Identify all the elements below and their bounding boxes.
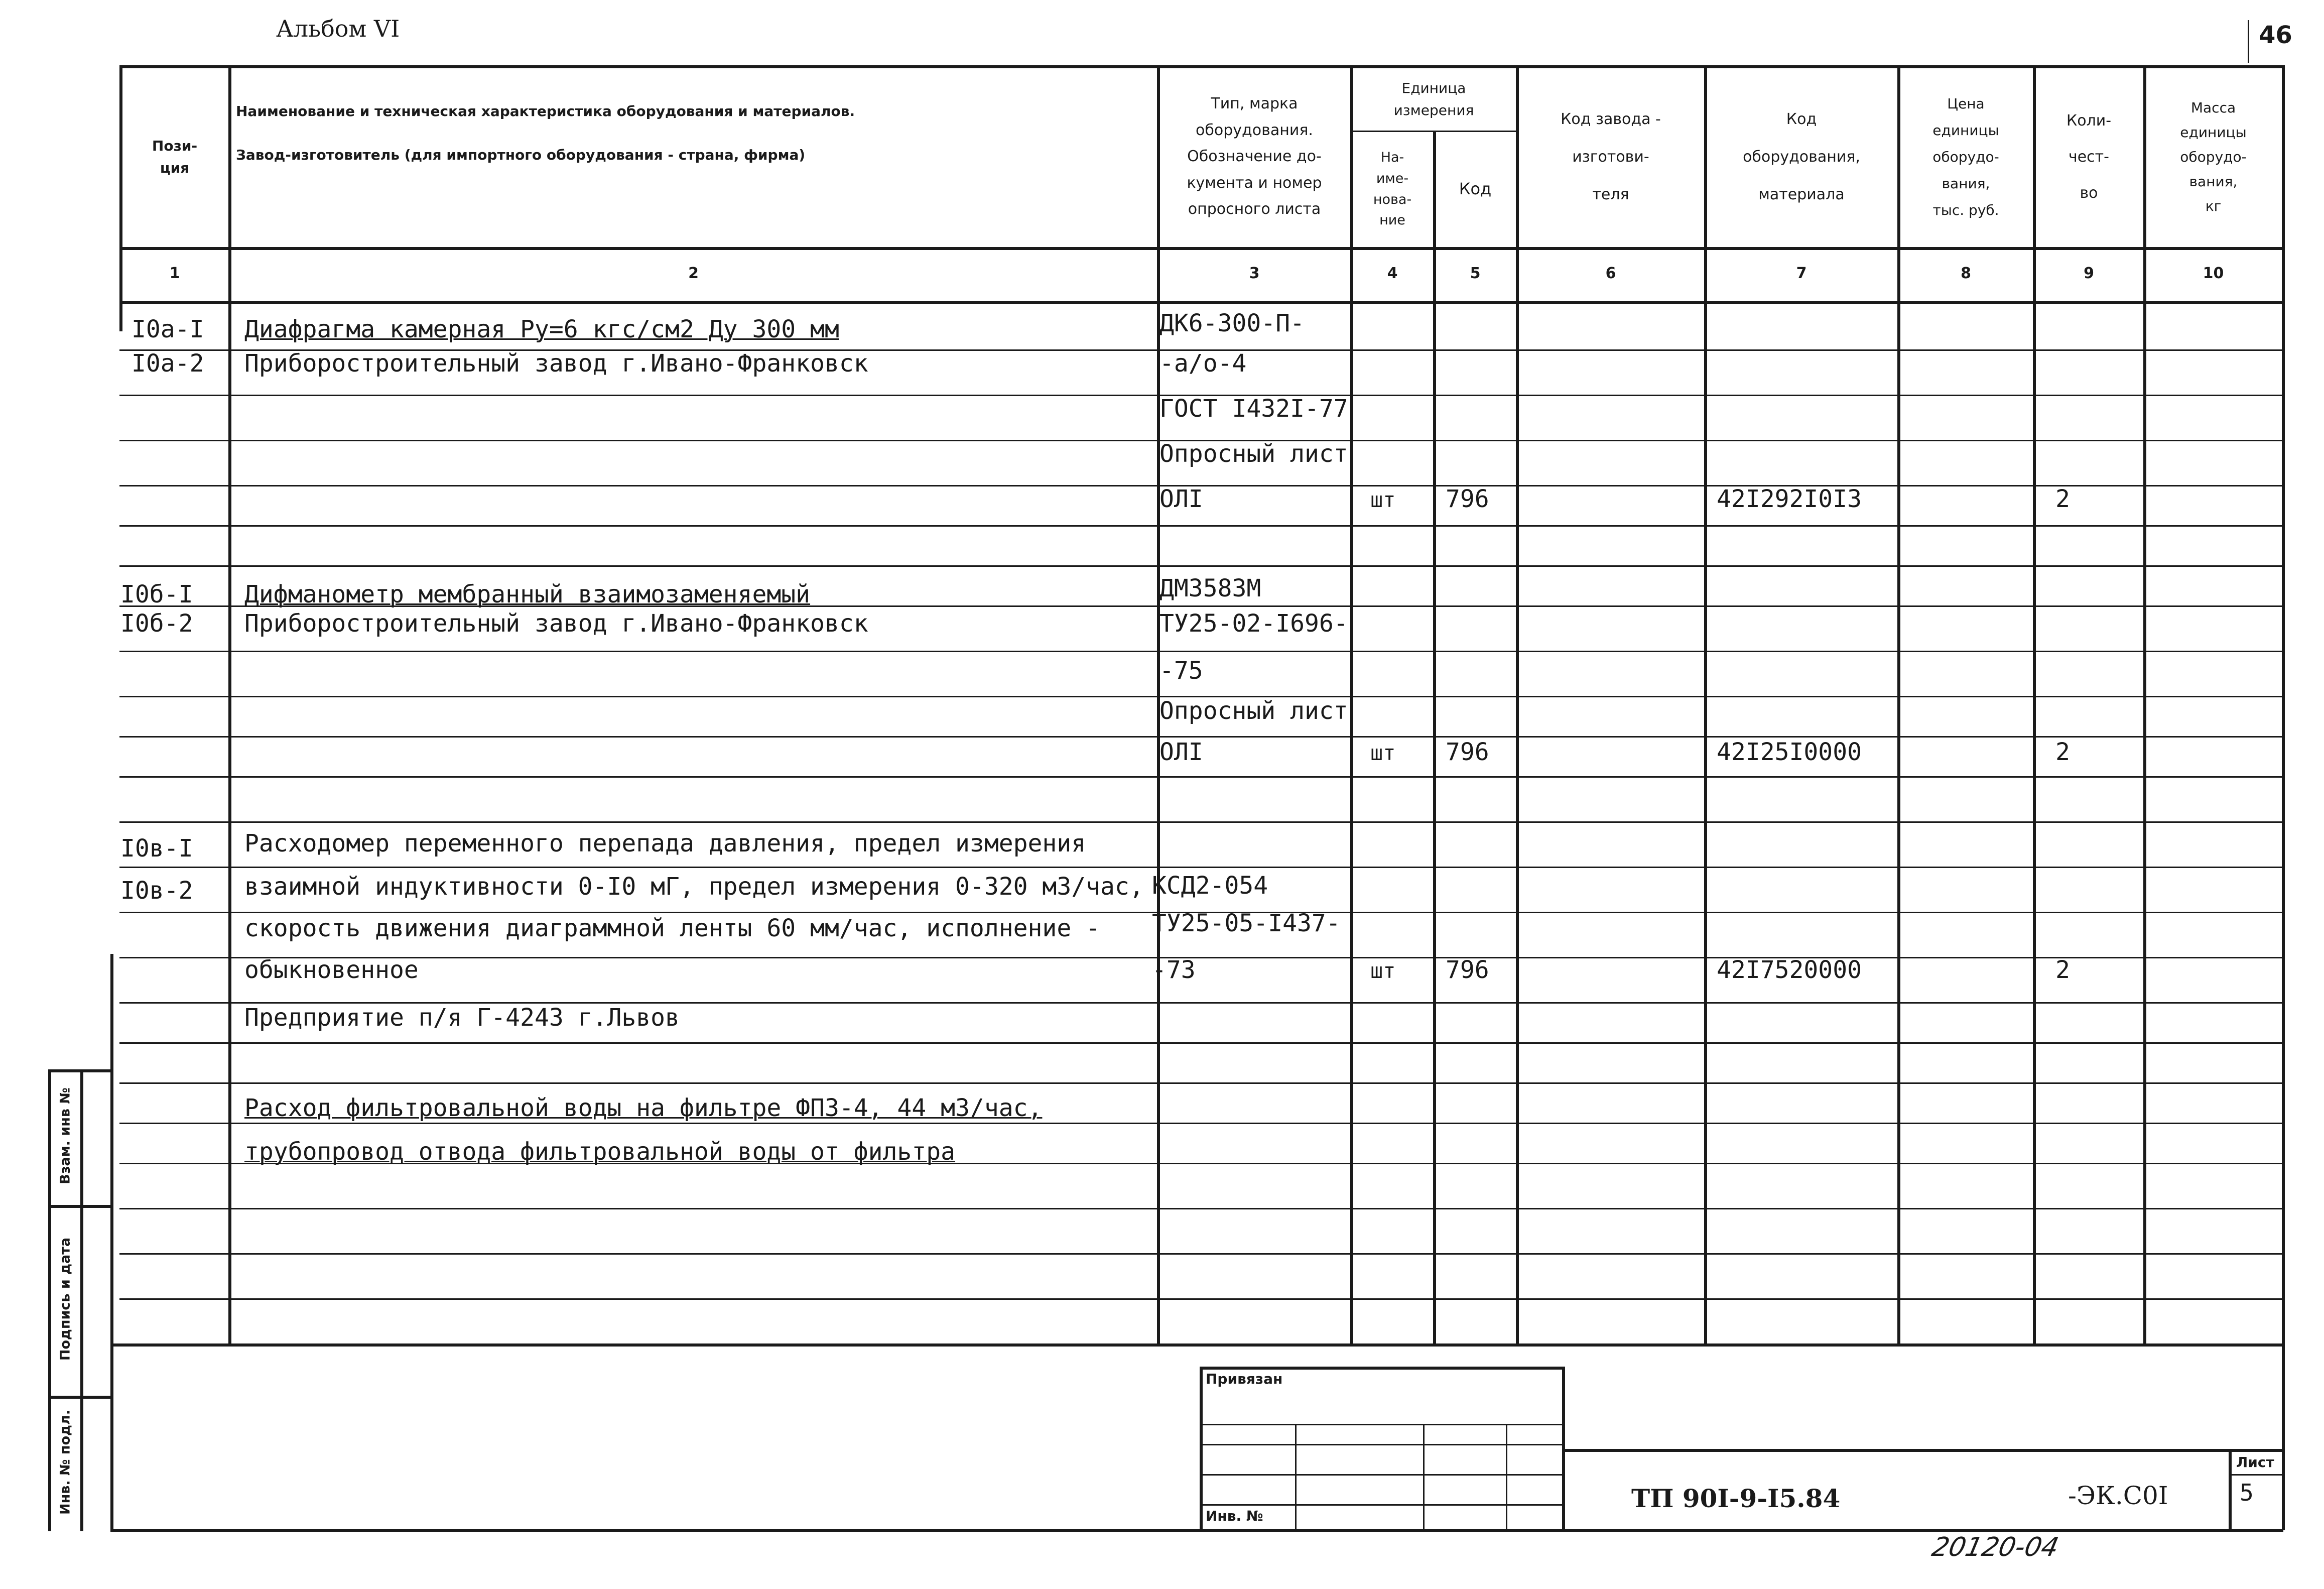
album-label: Альбом VI: [276, 15, 400, 42]
row-rule: [119, 867, 2283, 868]
col-num-4: 4: [1387, 265, 1398, 282]
col-4-title: На- име- нова- ние: [1373, 149, 1412, 228]
row-rule: [119, 1208, 2283, 1209]
row-5-type: ОЛI: [1159, 485, 1203, 513]
row-17-name: трубопровод отвода фильтровальной воды от фильтра: [244, 1138, 956, 1166]
row-10-code: 796: [1446, 738, 1489, 766]
col-5-title: Код: [1459, 179, 1492, 198]
row-7-pos: I0б-2: [120, 609, 193, 638]
row-1-name: Диафрагма камерная Ру=6 кгс/см2 Ду 300 мм: [244, 315, 839, 343]
row-rule: [119, 736, 2283, 738]
handwritten-number: 20120-04: [1929, 1532, 2061, 1562]
side-label-podpis: Подпись и дата: [57, 1237, 73, 1361]
col-sep-9: [2143, 65, 2146, 1343]
sheet-label: Лист: [2236, 1454, 2274, 1471]
row-rule: [119, 1253, 2283, 1255]
row-3-type: ГОСТ I432I-77: [1159, 395, 1348, 423]
col-sep-8: [2033, 65, 2036, 1343]
row-13-name: скорость движения диаграммной ленты 60 мм/час, исполнение -: [244, 914, 1101, 942]
col-num-6: 6: [1605, 265, 1616, 282]
row-16-name: Расход фильтровальной воды на фильтре ФПЗ-4, 44 м3/час,: [244, 1094, 1043, 1122]
row-10-unit: шт: [1370, 741, 1396, 765]
row-1-pos: I0а-I: [132, 315, 204, 343]
row-9-type: Опросный лист: [1159, 697, 1348, 725]
col-10-title: Масса единицы оборудо- вания, кг: [2180, 99, 2247, 214]
inv-no-label: Инв. №: [1206, 1508, 1263, 1524]
row-14-name: обыкновенное: [244, 956, 419, 984]
sheet-cell-left: [2229, 1449, 2232, 1530]
row-14-equip-code: 42I7520000: [1717, 956, 1862, 984]
row-5-equip-code: 42I292I0I3: [1717, 485, 1862, 513]
row-2-name: Приборостроительный завод г.Ивано-Франковск: [244, 349, 868, 378]
col-num-3: 3: [1249, 265, 1260, 282]
sheet-cell-rule: [2229, 1474, 2283, 1476]
row-rule: [119, 821, 2283, 823]
stamp-right-border: [2282, 1343, 2285, 1530]
row-rule: [119, 1298, 2283, 1300]
row-rule: [119, 1042, 2283, 1044]
row-rule: [119, 525, 2283, 527]
col-8-title: Цена единицы оборудо- вания, тыс. руб.: [1932, 95, 1999, 219]
table-right-border: [2282, 65, 2285, 1343]
privyazan-rule-3: [1200, 1474, 1564, 1476]
privyazan-left: [1200, 1367, 1203, 1530]
privyazan-right: [1562, 1367, 1565, 1530]
col-sep-6: [1704, 65, 1707, 1343]
row-14-qty: 2: [2055, 956, 2070, 984]
row-1-type: ДК6-300-П-: [1159, 309, 1305, 337]
row-14-unit: шт: [1370, 958, 1396, 983]
row-4-type: Опросный лист: [1159, 440, 1348, 468]
col-sep-7: [1897, 65, 1900, 1343]
row-10-equip-code: 42I25I0000: [1717, 738, 1862, 766]
row-12-type: КСД2-054: [1152, 872, 1268, 900]
col-num-5: 5: [1470, 265, 1481, 282]
privyazan-col-3: [1506, 1424, 1507, 1530]
row-5-qty: 2: [2055, 485, 2070, 513]
privyazan-label: Привязан: [1206, 1371, 1283, 1387]
row-6-pos: I0б-I: [120, 580, 193, 608]
row-12-pos: I0в-2: [120, 877, 193, 905]
col-sep-5: [1516, 65, 1519, 1343]
privyazan-col-2: [1423, 1424, 1425, 1530]
side-strip-outer: [48, 1069, 51, 1531]
doc-code: ТП 90I-9-I5.84: [1631, 1484, 1841, 1513]
side-label-vzam: Взам. инв №: [57, 1087, 73, 1184]
stamp-bottom-border: [110, 1529, 2283, 1532]
row-rule: [119, 565, 2283, 567]
row-6-type: ДМ3583М: [1159, 574, 1261, 602]
table-bottom-border: [110, 1343, 2283, 1347]
page-number-divider: [2248, 20, 2249, 63]
col-1-title: Пози- ция: [152, 138, 198, 176]
privyazan-rule-1: [1200, 1424, 1564, 1425]
col-sep-1: [228, 65, 231, 1343]
page-number: 46: [2259, 21, 2292, 49]
side-strip-inner: [80, 1069, 83, 1531]
col-9-title: Коли- чест- во: [2066, 111, 2112, 202]
row-2-type: -а/о-4: [1159, 349, 1247, 378]
stamp-top-rule: [1562, 1449, 2283, 1452]
col-num-2: 2: [688, 265, 699, 282]
colnum-bottom-border: [119, 301, 2283, 304]
col-sep-3: [1350, 65, 1353, 1343]
row-8-type: -75: [1159, 657, 1203, 685]
col-num-9: 9: [2084, 265, 2094, 282]
row-rule: [119, 1082, 2283, 1084]
row-15-name: Предприятие п/я Г-4243 г.Львов: [244, 1004, 680, 1032]
header-bottom-border: [119, 247, 2283, 250]
row-5-code: 796: [1446, 485, 1489, 513]
row-rule: [119, 651, 2283, 652]
col-num-1: 1: [169, 265, 180, 282]
row-11-name: Расходомер переменного перепада давления, предел измерения: [244, 829, 1086, 858]
col-2-title: Наименование и техническая характеристика оборудования и материалов. Завод-изготовитель (для импортного оборудования - страна, фирма): [236, 102, 855, 163]
row-rule: [119, 776, 2283, 778]
row-14-code: 796: [1446, 956, 1489, 984]
col-num-8: 8: [1961, 265, 1971, 282]
side-strip-edge: [110, 954, 113, 1531]
col-num-10: 10: [2203, 265, 2224, 282]
col-num-7: 7: [1796, 265, 1807, 282]
doc-suffix: -ЭК.С0I: [2068, 1481, 2168, 1510]
row-7-type: ТУ25-02-I696-: [1159, 609, 1348, 638]
row-12-name: взаимной индуктивности 0-I0 мГ, предел измерения 0-320 м3/час,: [244, 873, 1144, 901]
row-5-unit: шт: [1370, 487, 1396, 512]
row-10-qty: 2: [2055, 738, 2070, 766]
row-2-pos: I0а-2: [132, 349, 204, 378]
row-rule: [119, 957, 2283, 958]
row-11-pos: I0в-I: [120, 834, 193, 863]
col-6-title: Код завода - изготови- теля: [1561, 110, 1661, 203]
row-10-type: ОЛI: [1159, 738, 1203, 766]
privyazan-col-1: [1295, 1424, 1297, 1530]
sheet-number: 5: [2240, 1479, 2254, 1506]
privyazan-rule-4: [1200, 1504, 1564, 1506]
row-14-type: -73: [1152, 956, 1196, 984]
row-6-name: Дифманометр мембранный взаимозаменяемый: [244, 580, 811, 608]
unit-group-title: Единица измерения: [1393, 80, 1474, 118]
col-7-title: Код оборудования, материала: [1743, 110, 1860, 203]
col-3-title: Тип, марка оборудования. Обозначение до- кумента и номер опросного листа: [1187, 95, 1322, 218]
row-7-name: Приборостроительный завод г.Ивано-Франковск: [244, 609, 868, 638]
row-rule: [119, 1123, 2283, 1124]
side-label-inv: Инв. № подл.: [57, 1410, 73, 1515]
privyazan-rule-2: [1200, 1444, 1564, 1445]
row-13-type: ТУ25-05-I437-: [1152, 909, 1341, 937]
privyazan-top: [1200, 1367, 1564, 1370]
